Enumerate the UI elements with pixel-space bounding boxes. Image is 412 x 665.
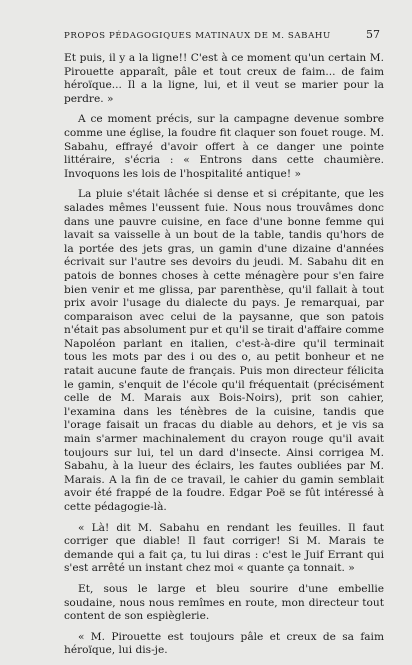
paragraph: Et, sous le large et bleu sourire d'une embellie soudaine, nous nous remîmes en route, mon directeur tout content de son espièglerie. xyxy=(64,582,384,623)
page-number: 57 xyxy=(366,28,380,41)
paragraph: « Là! dit M. Sabahu en rendant les feuilles. Il faut corriger que diable! Il faut corriger! Si M. Marais te demande qui a fait ça, tu lui diras : c'est le Juif Errant qui s'est arrêté un instant chez moi « quante ça tonnait. » xyxy=(64,521,384,575)
paragraph: La pluie s'était lâchée si dense et si crépitante, que les salades mêmes l'eussent fuie. Nous nous trouvâmes donc dans une pauvre cuisine, en face d'une bonne femme qui lavait sa vaisselle à un bout de la table, tandis qu'hors de la portée des jets gras, un gamin d'une dizaine d'années écrivait sur l'autre ses devoirs du jeudi. M. Sabahu dit en patois de bonnes choses à cette ménagère pour s'en faire bien venir et me glissa, par parenthèse, qu'il fallait à tout prix avoir l'usage du dialecte du pays. Je remarquai, par comparaison avec celui de la paysanne, que son patois n'était pas absolument pur et qu'il se tirait d'affaire comme Napoléon parlant en italien, c'est-à-dire qu'il terminait tous les mots par des i ou des o, au petit bonheur et ne ratait aucune faute de français. Puis mon directeur félicita le gamin, s'enquit de l'école qu'il fréquentait (précisément celle de M. Marais aux Bois-Noirs), prit son cahier, l'examina dans les ténèbres de la cuisine, tandis que l'orage faisait un fracas du diable au dehors, et je vis sa main s'armer machinalement du crayon rouge qu'il avait toujours sur lui, tel un dard d'insecte. Ainsi corrigea M. Sabahu, à la lueur des éclairs, les fautes oubliées par M. Marais. A la fin de ce travail, le cahier du gamin semblait avoir été frappé de la foudre. Edgar Poë se fût intéressé à cette pédagogie-là. xyxy=(64,188,384,513)
running-title: PROPOS PÉDAGOGIQUES MATINAUX DE M. SABAHU xyxy=(64,31,331,41)
page-body xyxy=(64,52,384,665)
running-header xyxy=(64,28,380,41)
paragraph: Et puis, il y a la ligne!! C'est à ce moment qu'un certain M. Pirouette apparaît, pâle et tout creux de faim... de faim héroïque... Il a la ligne, lui, et il veut se marier pour la perdre. » xyxy=(64,52,384,105)
paragraph: A ce moment précis, sur la campagne devenue sombre comme une église, la foudre fit claquer son fouet rouge. M. Sabahu, effrayé d'avoir offert à ce danger une pointe littéraire, s'écria : « Entrons dans cette chaumière. Invoquons les lois de l'hospitalité antique! » xyxy=(64,113,384,180)
paragraph: « M. Pirouette est toujours pâle et creux de sa faim héroïque, lui dis-je. xyxy=(64,630,384,657)
